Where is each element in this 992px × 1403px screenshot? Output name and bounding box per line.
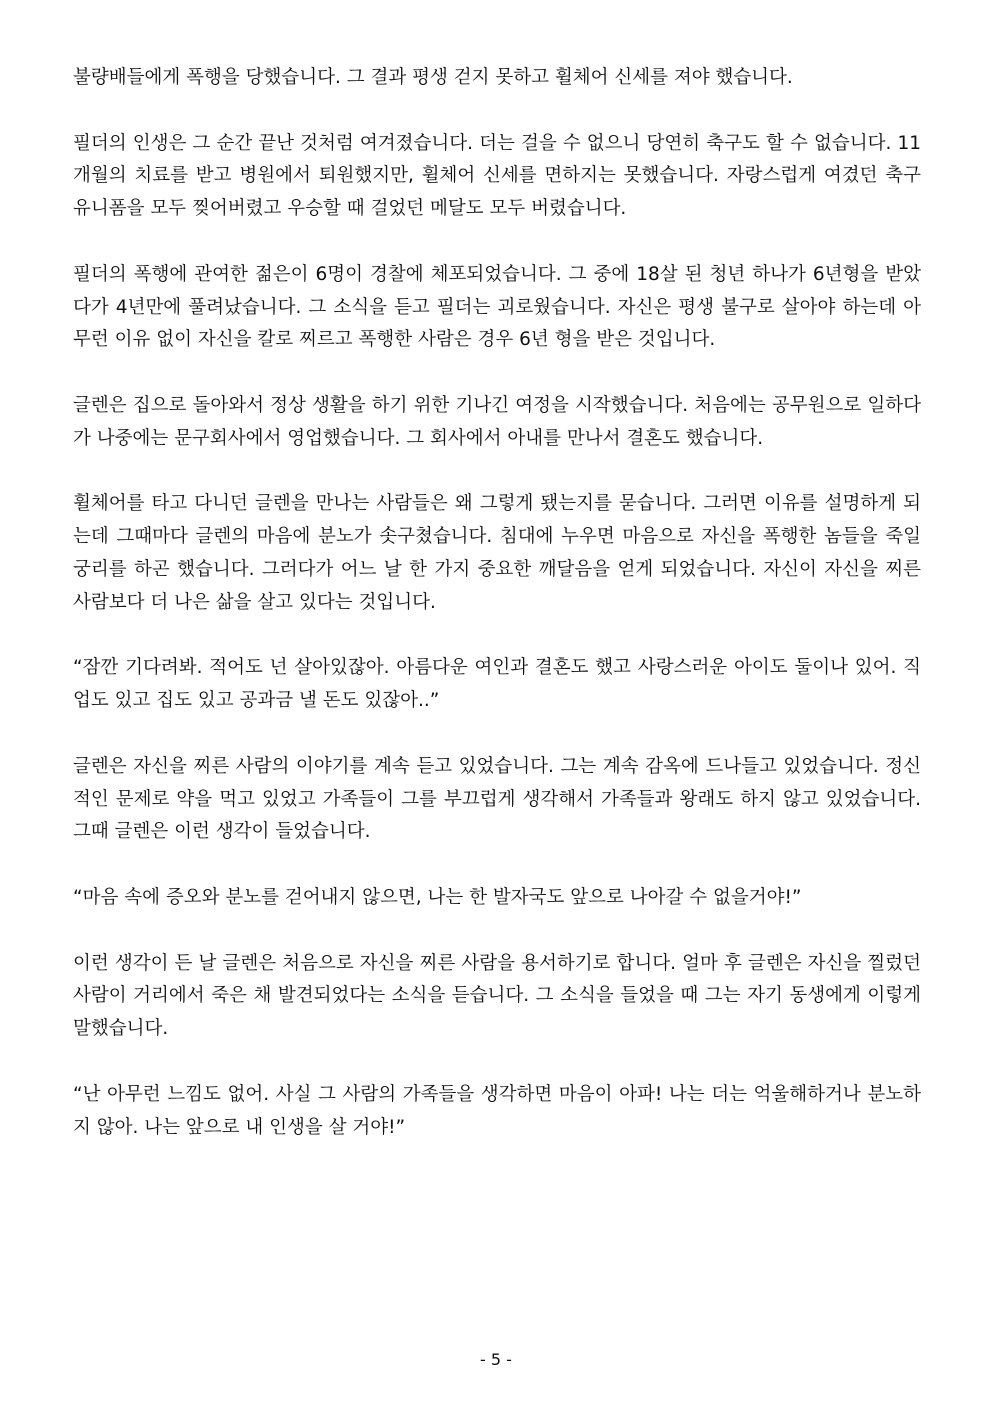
quote-paragraph-1: “잠깐 기다려봐. 적어도 넌 살아있잖아. 아름다운 여인과 결혼도 했고 사랑스러운 아이도 둘이나 있어. 직업도 있고 집도 있고 공과금 낼 돈도 있잖아..”	[73, 657, 921, 712]
paragraph-1: 불량배들에게 폭행을 당했습니다. 그 결과 평생 걷지 못하고 휠체어 신세를 져야 했습니다.	[73, 67, 793, 88]
paragraph-5: 휠체어를 타고 다니던 글렌을 만나는 사람들은 왜 그렇게 됐는지를 묻습니다. 그러면 이유를 설명하게 되는데 그때마다 글렌의 마음에 분노가 솟구쳤습니다. 침대에 누우면 마음으로 자신을 폭행한 놈들을 죽일 궁리를 하곤 했습니다. 그러다가 어느 날 한 가지 중요한 깨달음을 얻게 되었습니다. 자신이 자신을 찌른 사람보다 더 나은 삶을 살고 있다는 것입니다.	[73, 493, 921, 613]
quote-paragraph-2: “마음 속에 증오와 분노를 걷어내지 않으면, 나는 한 발자국도 앞으로 나아갈 수 없을거야!”	[73, 886, 802, 908]
paragraph-3: 필더의 폭행에 관여한 젊은이 6명이 경찰에 체포되었습니다. 그 중에 18살 된 청년 하나가 6년형을 받았다가 4년만에 풀려났습니다. 그 소식을 듣고 필더는 괴로웠습니다. 자신은 평생 불구로 살아야 하는데 아무런 이유 없이 자신을 칼로 찌르고 폭행한 사람은 경우 6년 형을 받은 것입니다.	[73, 263, 921, 351]
paragraph-2: 필더의 인생은 그 순간 끝난 것처럼 여겨졌습니다. 더는 걸을 수 없으니 당연히 축구도 할 수 없습니다. 11개월의 치료를 받고 병원에서 퇴원했지만, 휠체어 신세를 면하지는 못했습니다. 자랑스럽게 여겼던 축구 유니폼을 모두 찢어버렸고 우승할 때 걸었던 메달도 모두 버렸습니다.	[73, 132, 921, 220]
paragraph-6: 글렌은 자신을 찌른 사람의 이야기를 계속 듣고 있었습니다. 그는 계속 감옥에 드나들고 있었습니다. 정신적인 문제로 약을 먹고 있었고 가족들이 그를 부끄럽게 생각해서 가족들과 왕래도 하지 않고 있었습니다. 그때 글렌은 이런 생각이 들었습니다.	[73, 755, 921, 843]
page-number: - 5 -	[480, 1350, 512, 1369]
document-body	[73, 62, 921, 1144]
paragraph-7: 이런 생각이 든 날 글렌은 처음으로 자신을 찌른 사람을 용서하기로 합니다. 얼마 후 글렌은 자신을 찔렀던 사람이 거리에서 죽은 채 발견되었다는 소식을 듣습니다. 그 소식을 들었을 때 그는 자기 동생에게 이렇게 말했습니다.	[73, 952, 921, 1040]
paragraph-4: 글렌은 집으로 돌아와서 정상 생활을 하기 위한 기나긴 여정을 시작했습니다. 처음에는 공무원으로 일하다가 나중에는 문구회사에서 영업했습니다. 그 회사에서 아내를 만나서 결혼도 했습니다.	[73, 394, 921, 449]
quote-paragraph-3: “난 아무런 느낌도 없어. 사실 그 사람의 가족들을 생각하면 마음이 아파! 나는 더는 억울해하거나 분노하지 않아. 나는 앞으로 내 인생을 살 거야!”	[73, 1083, 921, 1138]
